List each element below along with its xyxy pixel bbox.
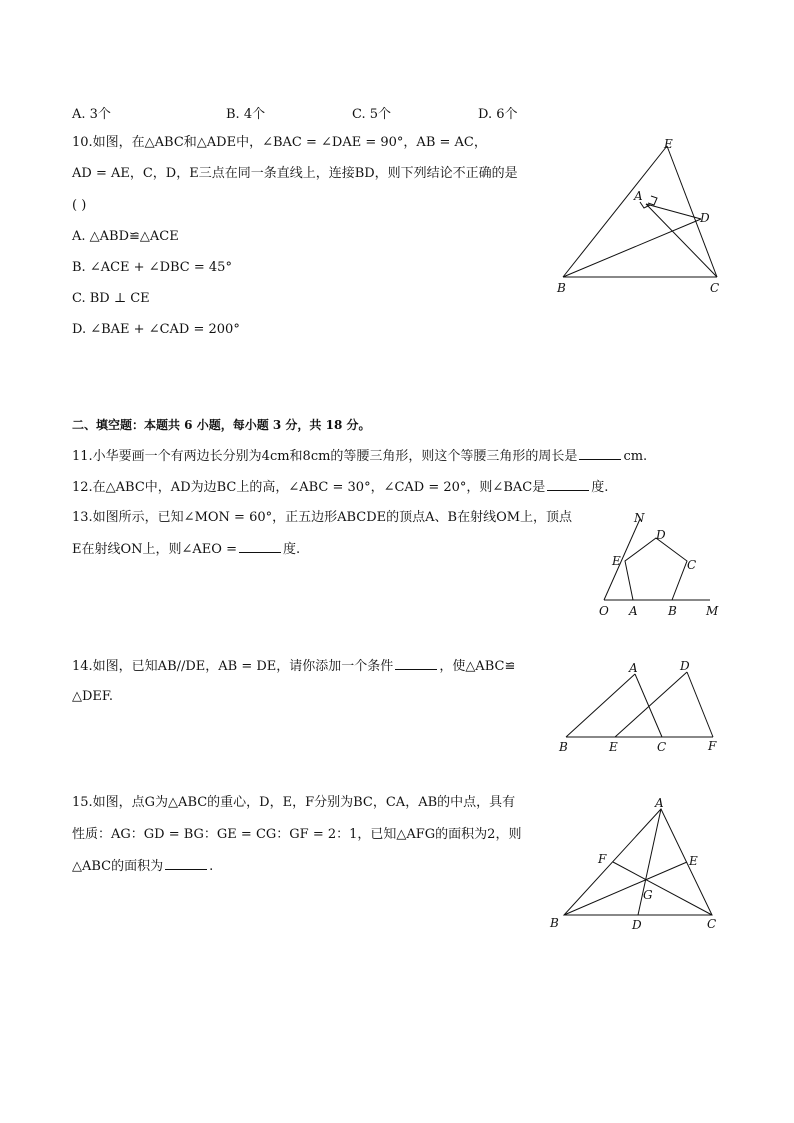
q14-label-e: E (609, 740, 618, 754)
option-d: D. 6个 (478, 107, 518, 122)
q15-stem-line2: 性质：AG：GD = BG：GE = CG：GF = 2：1，已知△AFG的面积为2，则 (72, 827, 522, 842)
q14-label-b: B (559, 740, 568, 754)
option-a: A. 3个 (72, 107, 111, 122)
q13-label-e: E (612, 554, 621, 568)
q10-label-b: B (557, 281, 566, 295)
q14-stem-line2: △DEF. (72, 689, 114, 704)
q10-paren: ( ) (72, 198, 87, 213)
q13-label-o: O (599, 604, 609, 618)
q14-label-c: C (657, 740, 667, 754)
q14-text: 14.如图，已知AB//DE，AB = DE，请你添加一个条件 (72, 659, 394, 674)
q15-stem-line1: 15.如图，点G为△ABC的重心，D，E，F分别为BC，CA，AB的中点，具有 (72, 795, 516, 810)
q13-label-b: B (668, 604, 677, 618)
q10-option-a: A. △ABD≌△ACE (72, 229, 179, 244)
q14-label-d: D (680, 659, 690, 673)
q13-label-d: D (656, 528, 666, 542)
q13-label-n: N (634, 511, 645, 525)
q15-figure (545, 795, 730, 935)
q14-label-a: A (629, 661, 638, 675)
q10-stem-line2: AD = AE，C，D，E三点在同一条直线上，连接BD，则下列结论不正确的是 (72, 166, 518, 181)
q10-figure (550, 132, 730, 302)
q13-figure (590, 505, 730, 625)
q12-stem (72, 478, 608, 497)
q13-label-m: M (706, 604, 719, 618)
q10-option-c: C. BD ⊥ CE (72, 291, 150, 306)
q15-text-end: . (209, 859, 214, 874)
option-c: C. 5个 (352, 107, 392, 122)
option-b: B. 4个 (226, 107, 266, 122)
q15-stem-line3 (72, 857, 213, 876)
q12-text: 12.在△ABC中，AD为边BC上的高，∠ABC = 30°，∠CAD = 20°，则∠BAC是 (72, 480, 546, 495)
q10-label-e: E (664, 137, 673, 151)
q15-blank[interactable] (165, 857, 207, 870)
q10-label-d: D (700, 211, 710, 225)
q11-stem (72, 447, 647, 466)
q10-option-b: B. ∠ACE + ∠DBC = 45° (72, 260, 232, 275)
q11-text: 11.小华要画一个有两边长分别为4cm和8cm的等腰三角形，则这个等腰三角形的周长是 (72, 449, 578, 464)
q13-label-a: A (629, 604, 638, 618)
q15-label-a: A (655, 796, 664, 810)
q13-blank[interactable] (239, 540, 281, 553)
q13-stem-line2 (72, 540, 300, 559)
q15-label-e: E (689, 854, 698, 868)
q13-label-c: C (687, 558, 697, 572)
q14-label-f: F (708, 739, 717, 753)
q10-label-c: C (710, 281, 720, 295)
q10-stem-line1: 10.如图，在△ABC和△ADE中，∠BAC = ∠DAE = 90°，AB = AC， (72, 135, 487, 150)
q14-text-end: ，使△ABC≌ (439, 659, 516, 674)
q14-stem-line1 (72, 657, 515, 676)
q15-label-b: B (550, 916, 559, 930)
q10-label-a: A (634, 189, 643, 203)
q13-unit: 度. (282, 542, 301, 557)
q15-label-g: G (643, 888, 653, 902)
q14-blank[interactable] (395, 657, 437, 670)
q11-blank[interactable] (579, 447, 621, 460)
q15-label-f: F (598, 852, 607, 866)
q11-unit: cm. (623, 449, 648, 464)
q15-label-d: D (632, 918, 642, 932)
q15-label-c: C (707, 917, 717, 931)
q12-unit: 度. (591, 480, 609, 495)
q10-option-d: D. ∠BAE + ∠CAD = 200° (72, 322, 240, 337)
section-heading: 二、填空题：本题共 6 小题，每小题 3 分，共 18 分。 (72, 418, 371, 432)
q12-blank[interactable] (547, 478, 589, 491)
q13-text: E在射线ON上，则∠AEO = (72, 542, 237, 557)
q15-text: △ABC的面积为 (72, 859, 164, 874)
q13-stem-line1: 13.如图所示，已知∠MON = 60°，正五边形ABCDE的顶点A、B在射线OM上，顶点 (72, 510, 573, 525)
q14-figure (555, 655, 730, 760)
